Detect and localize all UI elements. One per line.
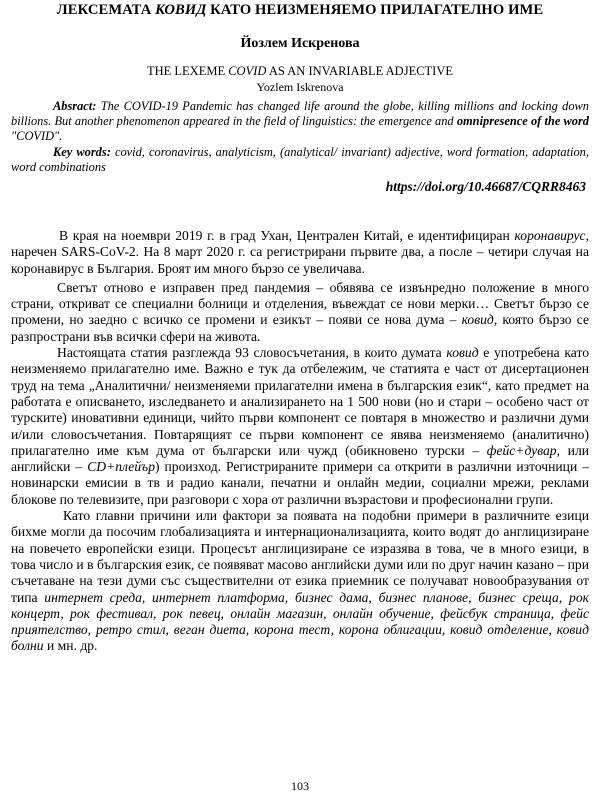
en-title-italic-term: COVID [228, 64, 267, 78]
body-text: В края на ноември 2019 г. в град Ухан, Централен Китай, е идентифициран [59, 228, 515, 243]
body-text: Светът отново е изправен пред пандемия – обявява се извънредно положение в много страни, откриват се специални болници и отделения, въвеждат се нови мерки… Светът бързо се промени, но заедно с всичко се промени и езикът – появи се нова дума – [11, 279, 589, 328]
body-text: ) произход. Регистрираните примери са открити в различни източници – новинарски емисии в тв и радио канали, печатни и онлайн медии, социални мрежи, реклами блокове по телевизите, при разговори с хора от различни възрастови и професионални групи. [11, 459, 589, 507]
article-body [11, 228, 589, 655]
en-title-part: THE LEXEME [146, 64, 229, 78]
abstract-emphasis: omnipresence of the word [456, 114, 590, 129]
body-italic-term: ковид [461, 312, 494, 328]
body-text: , която бързо се разпространи във всички сфери на живота. [11, 312, 589, 344]
en-title-part: AS AN INVARIABLE ADJECTIVE [266, 64, 454, 78]
author-name: Йозлем Искренова [240, 36, 360, 51]
abstract-block [11, 99, 589, 175]
body-text: е употребена като неизменяемо прилагателно име. Важно е тук да отбележим, че статията е част от дисертационен труд на тема „Аналитични/ неизменяеми прилагателни имена в българския език“, като предмет на работата е описването, изследването и анализирането на 1 500 нови (но и стари – особено част от турските) иновативни единици, чийто първи компонент се повтаря в множество и различни думи и/или словосъчетания. Повтарящият се първи компонент се явява неизменяемо (аналитично) прилагателно име към дума от български или чужд (обикновено турски – [11, 345, 589, 458]
body-paragraph [11, 508, 589, 655]
body-text: Като главни причини или фактори за появата на подобни примери в различните езици бихме могли да посочим глобализацията и интернационализацията, които водят до англицизиране на повечето европейски езици. Процесът англицизиране се изразява в това, че в много езици, в това число и в българския език, се появяват масово английски думи или по друг начин казано – при съчетаване на тези думи със съществителни от езика приемник се получават новообразувания от типа [11, 508, 589, 605]
abstract-paragraph [11, 99, 589, 145]
body-italic-term: CD+плейър [87, 459, 155, 475]
abstract-label: Absract: [53, 99, 97, 113]
english-title [0, 64, 600, 79]
abstract-text: "COVID". [11, 129, 63, 144]
abstract-text: The COVID-19 Pandemic has changed life around the globe, killing millions and locking down billions. But another phenomenon appeared in the field of linguistics: the emergence and [11, 99, 589, 129]
keywords-text: covid, coronavirus, analyticism, (analytical/ invariant) adjective, word formation, adaptation, word combinations [11, 144, 589, 174]
body-paragraph [11, 280, 589, 345]
title-italic-term: КОВИД [155, 2, 207, 18]
english-author-name: Yozlem Iskrenova [256, 80, 344, 94]
body-italic-term: коронавирус [514, 228, 586, 243]
body-italic-term: фейс+дувар [486, 442, 557, 458]
page-number: 103 [291, 779, 309, 793]
body-text: и мн. др. [43, 638, 98, 654]
body-italic-examples: интернет среда, интернет платформа, бизнес дама, бизнес планове, бизнес среща, рок концерт, рок фестивал, рок певец, онлайн магазин, онлайн обучение, фейсбук страница, фейс приятелство, ретро стил, веган диета, корона тест, корона облигации, ковид отделение, ковид болни [11, 589, 589, 654]
doi-link[interactable]: https://doi.org/10.46687/CQRR8463 [385, 179, 586, 194]
body-text: , или английски – [11, 442, 589, 475]
body-text: Настоящата статия разглежда 93 словосъчетания, в които думата [57, 345, 447, 361]
body-text: , наречен SARS-CoV-2. На 8 март 2020 г. са регистрирани първите два, а после – четири случая на коронавирус в България. Броят им много бързо се увеличава. [11, 228, 589, 276]
title-part: ЛЕКСЕМАТА [56, 2, 156, 18]
keywords-label: Key words: [53, 144, 111, 159]
title-part: КАТО НЕИЗМЕНЯЕМО ПРИЛАГАТЕЛНО ИМЕ [206, 2, 544, 18]
keywords-paragraph [11, 145, 589, 175]
body-paragraph [11, 228, 589, 277]
body-italic-term: ковид [446, 345, 479, 361]
paper-title [0, 2, 600, 19]
body-paragraph [11, 345, 589, 508]
